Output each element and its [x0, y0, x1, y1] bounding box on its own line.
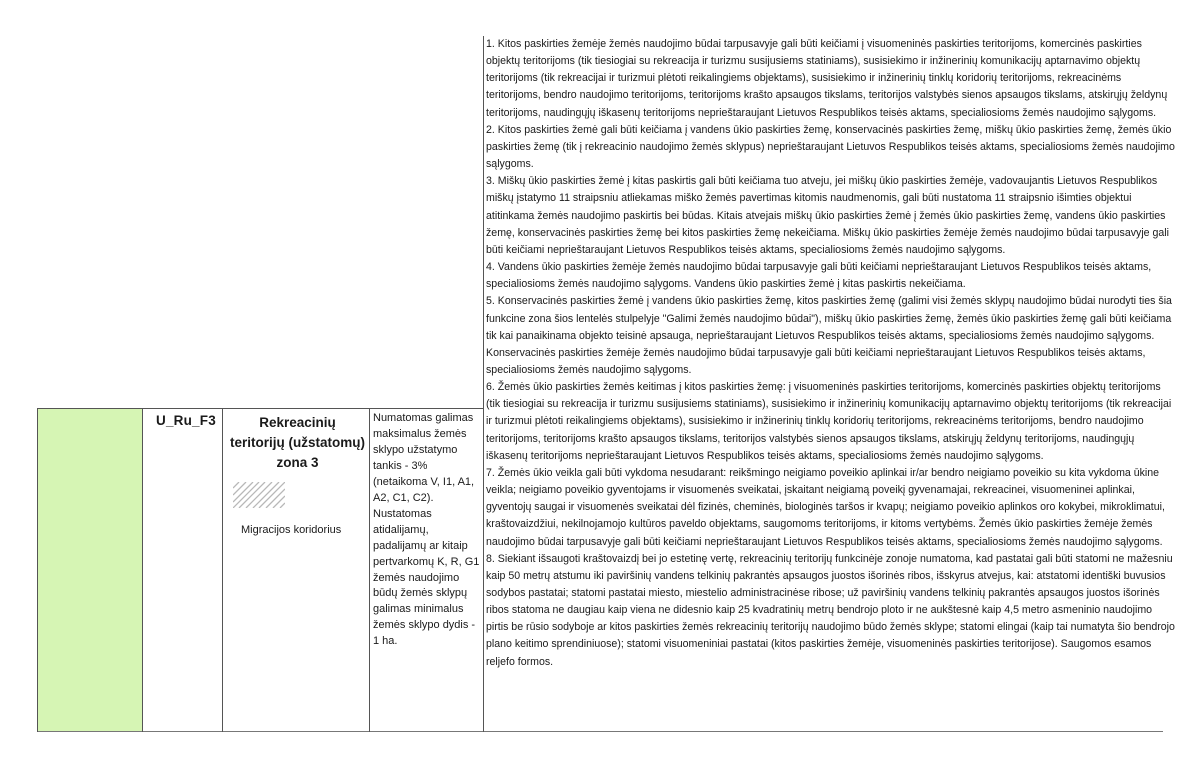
- zone-conditions: Numatomas galimas maksimalus žemės sklypo užstatymo tankis - 3% (netaikoma V, I1, A1, A2, C1, C2). Nustatomas atidalijamų, padalijamų ar kitaip pertvarkomų K, R, G1 žemės naudojimo būdų žemės sklypų galimas minimalus žemės sklypo dydis - 1 ha.: [373, 412, 480, 648]
- rule-4: 4. Vandens ūkio paskirties žemėje žemės naudojimo būdai tarpusavyje gali būti keičiami neprieštaraujant Lietuvos Respublikos teisės aktams, specialiosioms žemės naudojimo sąlygoms. Vandens ūkio paskirties žemė į kitas paskirtis nekeičiama.: [486, 261, 1152, 291]
- rule-6: 6. Žemės ūkio paskirties žemės keitimas į kitos paskirties žemę: į visuomeninės paskirties teritorijoms, komercinės paskirties objektų teritorijoms (tik tiesiogiai su rekreacija ir turizmu susijusiems statiniams), susisiekimo ir inžinerinių komunikacijų aptarnavimo objektų teritorijoms (tik rekreacijai ir turizmui plėtoti reikalingiems objektams), susisiekimo ir inžinerinių tinklų koridorių teritorijoms, rekreacinėms teritorijoms, bendro naudojimo teritorijoms, teritorijoms krašto apsaugos tikslams, teritorijos valstybės sienos apsaugos tikslams, atskirųjų želdynų teritorijoms, naudingųjų iškasenų teritorijoms neprieštaraujant Lietuvos Respublikos teisės aktams, specialiosioms žemės naudojimo sąlygoms.: [486, 381, 1172, 462]
- zone-color-cell: [37, 409, 142, 731]
- hatch-legend-label: Migracijos koridorius: [241, 524, 342, 536]
- column-divider-3: [222, 408, 223, 732]
- hatch-legend-icon: [233, 482, 285, 508]
- column-divider-5: [483, 36, 484, 732]
- zone-name: Rekreacinių teritorijų (užstatomų) zona 3: [230, 415, 365, 470]
- column-divider-4: [369, 408, 370, 732]
- row-bottom-border: [37, 731, 1163, 732]
- rule-3: 3. Miškų ūkio paskirties žemė į kitas paskirtis gali būti keičiama tuo atveju, jei miškų ūkio paskirties žemėje, vadovaujantis Lietuvos Respublikos miškų įstatymo 11 straipsniu atliekamas miško žemės pavertimas kitomis naudmenomis, gali būti nustatoma 11 straipsnio išimties objektui atitinkama žemės naudojimo paskirtis bei būdas. Kitais atvejais miškų ūkio paskirties žemė į žemės ūkio paskirties žemę, vandens ūkio paskirties žemę, konservacinės paskirties žemę bei kitos paskirties žemę nekeičiama. Miškų ūkio paskirties žemėje žemės naudojimo būdai tarpusavyje gali būti keičiami neprieštaraujant Lietuvos Respublikos teisės aktams, specialiosioms žemės naudojimo sąlygoms.: [486, 175, 1170, 256]
- zone-code: U_Ru_F3: [156, 413, 216, 428]
- rule-8: 8. Siekiant išsaugoti kraštovaizdį bei jo estetinę vertę, rekreacinių teritorijų funkcinėje zonoje numatoma, kad pastatai gali būti statomi ne mažesniu kaip 50 metrų atstumu iki paviršinių vandens telkinių pakrantės apsaugos juostos išorinės ribos, išskyrus atvejus, kai: atstatomi identiški buvusios sodybos pastatai; statomi pastatai miesto, miestelio administracinėse ribose; už paviršinių vandens telkinių pakrantės apsaugos juostos išorinės ribos statoma ne daugiau kaip viena ne didesnio kaip 25 kvadratinių metrų bendrojo ploto ir ne aukštesnė kaip 4,5 metro asmeninio naudojimo pirtis be rūsio sodyboje ar kitos paskirties žemės rekreacinių teritorijų naudojimo būdo žemės sklype; statomi elingai (kaip tai numatyta šio bendrojo plano keitimo sprendiniuose); statomi visuomeniniai pastatai (kitos paskirties žemėje, visuomeninės paskirties teritorijose). Saugomos esamos reljefo formos.: [486, 552, 1175, 668]
- rule-1: 1. Kitos paskirties žemėje žemės naudojimo būdai tarpusavyje gali būti keičiami į visuomeninės paskirties teritorijoms, komercinės paskirties objektų teritorijoms (tik tiesiogiai su rekreacija ir turizmu susijusiems statiniams), susisiekimo ir inžinerinių komunikacijų aptarnavimo objektų teritorijoms (tik rekreacijai ir turizmui plėtoti reikalingiems objektams), susisiekimo ir inžinerinių tinklų koridorių teritorijoms, rekreacinėms teritorijoms, bendro naudojimo teritorijoms, teritorijoms krašto apsaugos tikslams, teritorijos valstybės sienos apsaugos tikslams, atskirųjų želdynų teritorijoms, naudingųjų iškasenų teritorijoms neprieštaraujant Lietuvos Respublikos teisės aktams, specialiosioms žemės naudojimo sąlygoms.: [486, 38, 1168, 119]
- rule-5: 5. Konservacinės paskirties žemė į vandens ūkio paskirties žemę, kitos paskirties žemę (galimi visi žemės sklypų naudojimo būdai nurodyti ties šia funkcine zona šios lentelės stulpelyje "Galimi žemės naudojimo būdai"), miškų ūkio paskirties žemę, žemės ūkio paskirties žemę gali būti keičiama tik kai panaikinama objekto teisinė apsauga, neprieštaraujant Lietuvos Respublikos teisės aktams, specialiosioms žemės naudojimo sąlygoms. Konservacinės paskirties žemėje žemės naudojimo būdai tarpusavyje gali būti keičiami neprieštaraujant Lietuvos Respublikos teisės aktams, specialiosioms žemės naudojimo sąlygoms.: [486, 295, 1172, 376]
- land-use-rules: [486, 36, 1176, 671]
- rule-7: 7. Žemės ūkio veikla gali būti vykdoma nesudarant: reikšmingo neigiamo poveikio aplinkai ir/ar bendro neigiamo poveikio su kita vykdoma ūkine veikla; neigiamo poveikio gyventojams ir visuomenės sveikatai, įskaitant neigiamą poveikį gyvenamajai, rekreacinei, visuomeninei aplinkai, gyventojų saugai ir visuomenės sveikatai dėl fizinės, cheminės, biologinės taršos ir kvapų; neigiamo poveikio aplinkos oro kokybei, mikroklimatui, kraštovaizdžiui, nekilnojamojo kultūros paveldo objektams, saugomoms teritorijoms, ir kitoms vertybėms. Žemės ūkio paskirties žemėje žemės naudojimo būdai tarpusavyje gali būti keičiami neprieštaraujant Lietuvos Respublikos teisės aktams, specialiosioms žemės naudojimo sąlygoms.: [486, 466, 1165, 548]
- row-top-border: [37, 408, 483, 409]
- rule-2: 2. Kitos paskirties žemė gali būti keičiama į vandens ūkio paskirties žemę, konservacinės paskirties žemę, miškų ūkio paskirties žemę, žemės ūkio paskirties žemę (tik į rekreacinio naudojimo žemės sklypus) neprieštaraujant Lietuvos Respublikos teisės aktams, specialiosioms žemės naudojimo sąlygoms.: [486, 123, 1175, 171]
- column-divider-1: [37, 408, 38, 732]
- column-divider-2: [142, 408, 143, 732]
